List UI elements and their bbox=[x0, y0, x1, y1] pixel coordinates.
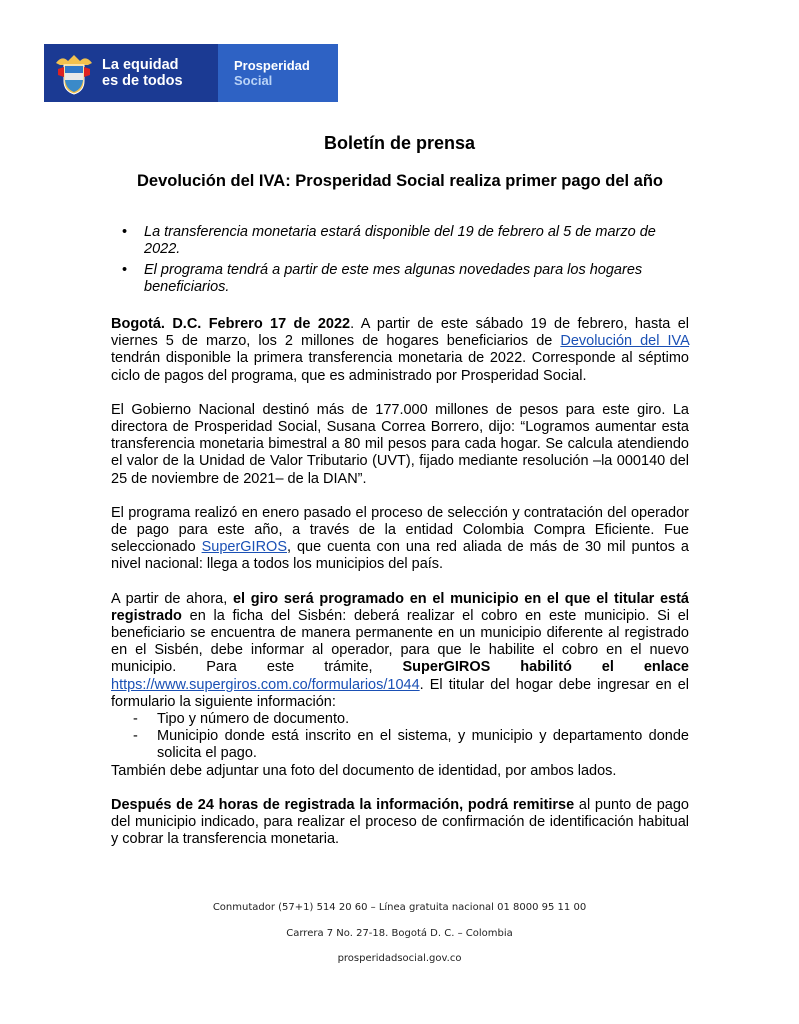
brand-line-2: Social bbox=[234, 73, 273, 88]
paragraph-2: El Gobierno Nacional destinó más de 177.000 millones de pesos para este giro. La directora de Prosperidad Social, Susana Correa Borrero, dijo: “Logramos aumentar esta transferencia monetaria bimestral a 80 mil pesos para cada hogar. Se calcula atendiendo el valor de la Unidad de Valor Tributario (UVT), fijado mediante resolución –la 000140 del 25 de noviembre de 2021– de la DIAN”. bbox=[111, 401, 689, 487]
paragraph-4-text-a: A partir de ahora, bbox=[111, 590, 233, 607]
supergiros-form-link[interactable]: https://www.supergiros.com.co/formularios/1044 bbox=[111, 676, 420, 693]
paragraph-4-bold-a: el giro será programado en el municipio en el que el titular está registrado bbox=[111, 590, 689, 624]
highlight-item: • La transferencia monetaria estará disponible del 19 de febrero al 5 de marzo de 2022. bbox=[130, 224, 690, 258]
paragraph-3 bbox=[111, 505, 689, 574]
paragraph-1-text-b: tendrán disponible la primera transferencia monetaria de 2022. Corresponde al séptimo ciclo de pagos del programa, que es administrado por Prosperidad Social. bbox=[111, 350, 689, 384]
logo-line-2: es de todos bbox=[102, 73, 183, 89]
supergiros-link[interactable]: SuperGIROS bbox=[201, 539, 287, 556]
paragraph-4 bbox=[111, 591, 689, 711]
paragraph-1-text-a: . A partir de este sábado 19 de febrero, hasta el viernes 5 de marzo, los 2 millones de hogares beneficiarios de bbox=[111, 316, 689, 350]
logo-left-panel bbox=[44, 44, 218, 102]
highlight-item: • El programa tendrá a partir de este mes algunas novedades para los hogares beneficiarios. bbox=[130, 262, 690, 296]
paragraph-4-bold-b: SuperGIROS habilitó el enlace bbox=[402, 659, 689, 676]
footer-contact: Conmutador (57+1) 514 20 60 – Línea gratuita nacional 01 8000 95 11 00 bbox=[212, 902, 587, 913]
coat-of-arms-icon bbox=[54, 51, 94, 95]
logo-brand-panel bbox=[218, 44, 338, 102]
requirements-list bbox=[111, 711, 689, 763]
devolucion-iva-link[interactable]: Devolución del IVA bbox=[560, 333, 689, 350]
paragraph-4-text-b: en la ficha del Sisbén: deberá realizar el cobro en este municipio. Si el beneficiario se encuentra de manera permanente en un municipio diferente al registrado en el Sisbén, debe informar al operador, para que le habilite el cobro en el nuevo municipio. Para este trámite, bbox=[111, 607, 689, 676]
paragraph-5-bold: Después de 24 horas de registrada la información, podrá remitirse bbox=[111, 796, 575, 813]
paragraph-3-text-b: , que cuenta con una red aliada de más de 30 mil puntos a nivel nacional: llega a todos los municipios del país. bbox=[111, 539, 689, 573]
paragraph-5 bbox=[111, 797, 689, 849]
requirement-item: - Municipio donde está inscrito en el sistema, y municipio y departamento donde solicita el pago. bbox=[111, 728, 689, 762]
dateline: Bogotá. D.C. Febrero 17 de 2022 bbox=[111, 316, 351, 332]
brand-line-1: Prosperidad bbox=[234, 58, 310, 73]
header-logo bbox=[44, 44, 338, 102]
logo-line-1: La equidad bbox=[102, 57, 179, 73]
paragraph-4-text-c: . El titular del hogar debe ingresar en el formulario la siguiente información: bbox=[111, 676, 689, 710]
paragraph-4-after: También debe adjuntar una foto del documento de identidad, por ambos lados. bbox=[111, 762, 617, 779]
paragraph-1 bbox=[111, 316, 689, 385]
paragraph-3-text-a: El programa realizó en enero pasado el proceso de selección y contratación del operador de pago para este año, a través de la entidad Colombia Compra Eficiente. Fue seleccionado bbox=[111, 504, 689, 556]
document-title: Boletín de prensa bbox=[323, 133, 476, 153]
footer-website[interactable]: prosperidadsocial.gov.co bbox=[337, 953, 462, 964]
article-body bbox=[111, 316, 689, 865]
footer-address: Carrera 7 No. 27-18. Bogotá D. C. – Colombia bbox=[286, 928, 513, 939]
highlights-list bbox=[130, 224, 690, 300]
requirement-item: - Tipo y número de documento. bbox=[111, 711, 689, 728]
paragraph-5-text: al punto de pago del municipio indicado, para realizar el proceso de confirmación de identificación habitual y cobrar la transferencia monetaria. bbox=[111, 796, 690, 848]
document-subtitle: Devolución del IVA: Prosperidad Social realiza primer pago del año bbox=[137, 172, 663, 190]
